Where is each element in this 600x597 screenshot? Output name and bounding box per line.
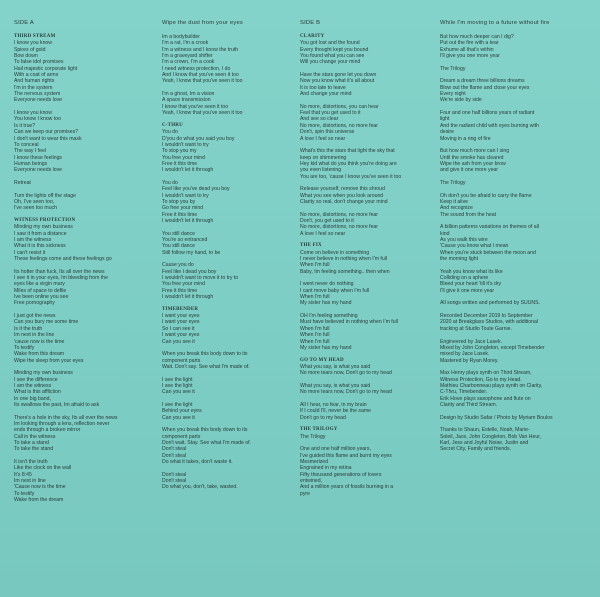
lyric-line: kind: [440, 230, 450, 237]
lyric-line: So I can see it: [162, 325, 195, 332]
lyric-line: Human beings: [14, 160, 48, 167]
lyric-line: Until the smoke has cleared: [440, 154, 504, 161]
lyric-line: When I'm full: [300, 262, 330, 269]
lyric-line: It isn't the truth: [14, 459, 48, 466]
lyric-line: To take the stand: [14, 446, 54, 453]
lyric-line: A love I feel so near: [300, 135, 346, 142]
lyric-line: desire: [440, 129, 455, 136]
lyric-line: I know these feelings: [14, 154, 63, 161]
lyric-line: And human rights: [14, 78, 55, 85]
stanza: [440, 78, 590, 103]
lyric-line: I can't resist it: [14, 249, 46, 256]
lyric-line: Mesmerized: [300, 459, 328, 466]
lyric-line: Clarity so real, don't change your mind: [300, 198, 388, 205]
lyric-line: Still follow my hand, to be: [162, 249, 221, 256]
lyric-line: I am the witness: [14, 382, 52, 389]
lyric-line: Don't go to my head: [300, 414, 346, 421]
lyric-line: Mastered by Ryan Morey.: [440, 357, 499, 364]
stanza: [14, 459, 154, 503]
lyric-line: I'm a witness and I know the truth: [162, 46, 239, 53]
lyric-line: Don't, spin this universe: [300, 129, 355, 136]
lyric-line: You still dance: [162, 230, 195, 237]
lyric-line: I wouldn't let it through: [162, 167, 214, 174]
lyric-line: I need witness protection, I do: [162, 65, 231, 72]
lyric-line: To stop you by: [162, 198, 196, 205]
lyric-line: I don't want to wear this mask: [14, 135, 82, 142]
stanza: [162, 262, 302, 300]
lyric-line: And recognize: [440, 205, 473, 212]
lyric-line: Yeah you know what its like: [440, 268, 503, 275]
lyric-line: I went never do nothing: [300, 281, 354, 288]
lyric-line: I want your eyes: [162, 313, 200, 320]
stanza: [300, 281, 440, 306]
lyric-line: All I hear, no fear, in my brain: [300, 401, 367, 408]
lyric-line: Free it this time: [162, 287, 198, 294]
lyric-line: I know that you've seen it too: [162, 103, 229, 110]
side-heading: SIDE A: [14, 20, 34, 26]
song-title: THE TRILOGY: [300, 427, 338, 433]
lyric-line: I'm a graveyard shifter: [162, 53, 213, 60]
lyric-line: Minding my own business: [14, 370, 73, 377]
lyric-line: Secret City, Family and friends.: [440, 446, 512, 453]
lyric-line: Don't wait. Stay. See what I'm made of.: [162, 440, 252, 446]
lyric-line: Im next in the line: [14, 332, 55, 339]
lyric-line: Don't steal: [162, 446, 187, 453]
lyric-line: Yeah, I know that you've seen it too: [162, 110, 243, 117]
stanza: [300, 383, 440, 396]
lyric-line: The Trilogy: [440, 65, 466, 72]
lyric-line: You do: [162, 179, 178, 186]
lyric-line: I want your eyes: [162, 332, 200, 339]
lyric-line: Mixed by John Congleton, except Timebender: [440, 344, 545, 351]
lyric-line: But how much more can I sing: [440, 148, 510, 155]
stanza: [440, 370, 590, 408]
stanza: [440, 269, 590, 294]
lyric-line: Can we keep our promises?: [14, 129, 79, 136]
lyric-line: Soleil, Jace, John Congleton, Bob Van Heur,: [440, 433, 542, 440]
lyric-line: I'm a ghost, Im a vision: [162, 91, 215, 98]
lyric-line: In one big band,: [14, 395, 51, 402]
lyric-line: Karl, Jess and Joyful Noise, Justin and: [440, 440, 529, 446]
song-block: [14, 218, 154, 262]
stanza: [300, 313, 440, 351]
lyric-line: If I could I'll, never be the same: [300, 408, 371, 415]
lyric-line: I cant move baby when I'm full: [300, 287, 369, 294]
lyric-line: Keep it alive: [440, 198, 469, 205]
lyric-line: 'Cause now is the time: [14, 484, 66, 491]
song-block: [162, 307, 302, 345]
lyric-line: I see the light: [162, 401, 193, 408]
lyric-line: The way I feel: [14, 148, 47, 155]
lyric-line: And change your mind: [300, 91, 352, 98]
lyric-line: You still dance: [162, 243, 195, 250]
lyric-line: No more, distortions, you can hear: [300, 103, 379, 110]
lyric-line: We're side by side: [440, 97, 482, 104]
lyric-line: Is it the truth: [14, 325, 43, 332]
lyric-line: It is too late to leave: [300, 84, 346, 91]
lyric-line: light: [440, 116, 450, 123]
lyric-line: Go free your mind: [162, 205, 204, 212]
lyric-line: I know you know: [14, 110, 53, 117]
lyric-line: To take a stand: [14, 440, 49, 446]
lyric-line: and give it one more year: [440, 167, 499, 174]
lyric-line: Turn the lights off the stage: [14, 192, 77, 199]
lyric-line: Hey kid what do you think you're doing are: [300, 160, 397, 167]
lyric-line: Wipe the ash from your brow: [440, 160, 506, 167]
lyric-line: Minding my own business: [14, 224, 73, 231]
lyric-line: Moving in a ring of fire: [440, 135, 491, 142]
lyric-line: Have the stars gone let you down: [300, 72, 377, 79]
lyric-line: The Trilogy: [300, 433, 326, 440]
song-block: [300, 358, 440, 377]
lyric-line: eyes like a virgin mary: [14, 281, 65, 288]
lyric-line: And see so clear: [300, 116, 339, 123]
lyric-line: I wouldn't want to move it to try to: [162, 275, 239, 282]
lyric-line: Design by Studio Safar / Photo by Myriam Boulos: [440, 414, 553, 421]
lyric-line: Miles of space to defile: [14, 287, 67, 294]
lyric-line: Engrained in my retina: [300, 465, 352, 472]
lyric-line: Ive been online you see: [14, 294, 69, 301]
lyric-line: A space transmission: [162, 97, 211, 104]
lyric-line: I'm a rat, I'm a crook: [162, 40, 209, 47]
lyric-line: pyre: [300, 490, 311, 497]
lyric-line: D'you do what you said you boy: [162, 135, 235, 142]
lyric-line: My sister has my hand: [300, 344, 352, 351]
lyric-line: To conceal: [14, 141, 39, 148]
lyric-line: the morning light: [440, 256, 479, 263]
lyric-line: Don't steal: [162, 471, 187, 478]
lyric-line: tracking at Studio Toute Garnie.: [440, 325, 512, 332]
song-title: C-THRU: [162, 122, 183, 128]
stanza: [440, 110, 590, 142]
lyric-line: Don't steal: [162, 452, 187, 459]
lyric-line: Behind your eyes: [162, 408, 202, 415]
stanza: [440, 148, 590, 173]
lyric-line: Witness Protection, Go to my Head.: [440, 376, 522, 383]
lyric-line: You free your mind: [162, 281, 205, 288]
lyric-line: To stop you my: [162, 148, 197, 155]
lyric-line: When you break this body down to its: [162, 351, 248, 358]
song-title: GO TO MY HEAD: [300, 357, 344, 363]
lyric-line: Everyone needs love: [14, 167, 63, 174]
lyric-line: You free your mind: [162, 154, 205, 161]
lyric-line: You do: [162, 129, 178, 136]
lyric-line: Retreat: [14, 179, 31, 186]
lyric-line: When you're stuck between the moon and: [440, 249, 536, 256]
lyric-line: Feel like I dead you boy: [162, 268, 217, 275]
lyric-line: And I know that you've seen it too: [162, 72, 239, 79]
lyric-line: You are too, 'cause I know you've seen it too: [300, 173, 402, 180]
lyric-line: Bow down: [14, 53, 38, 60]
lyric-line: Colliding on a sphere: [440, 275, 489, 282]
lyric-line: Now you know what it's all about: [300, 78, 375, 85]
stanza: [162, 402, 302, 421]
stanza: [440, 224, 590, 262]
stanza: [162, 377, 302, 396]
stanza: [162, 351, 302, 370]
side-heading: While I'm moving to a future without fire: [440, 20, 550, 26]
stanza: [300, 212, 440, 237]
lyric-line: I'm a crown, I'm a cook: [162, 59, 215, 66]
stanza: [14, 415, 154, 453]
lyric-line: I am the witness: [14, 237, 52, 243]
stanza: [440, 300, 590, 306]
lyric-line: Recorded December 2019 to September: [440, 313, 533, 320]
lyric-line: Is it true?: [14, 122, 36, 129]
stanza: [14, 193, 154, 212]
song-block: [300, 34, 440, 66]
stanza: [300, 148, 440, 180]
lyric-line: You found what you can see: [300, 53, 365, 60]
lyric-line: Wake from this dream: [14, 351, 65, 358]
lyric-line: Thanks to Shaun, Estelle, Noah, Marie-: [440, 427, 530, 434]
lyric-line: Release yourself, remove this shroud: [300, 186, 385, 193]
lyric-line: And the radiant child with eyes burning with: [440, 122, 539, 129]
lyric-line: Everyone needs love: [14, 97, 63, 104]
lyric-line: Erik Hove plays saxophone and flute on: [440, 395, 531, 402]
stanza: [440, 415, 590, 421]
lyric-line: What you say, is what you said: [300, 363, 371, 370]
song-block: [300, 243, 440, 275]
lyric-line: Engineered by Jace Lasek.: [440, 338, 503, 345]
lyric-line: It's 8:45: [14, 471, 32, 478]
lyric-line: I wouldn't let it through: [162, 294, 214, 301]
stanza: [300, 104, 440, 142]
lyric-line: C-Thru, Timebender.: [440, 389, 488, 396]
stanza: [440, 66, 590, 72]
lyric-line: Can you see it: [162, 414, 195, 421]
stanza: [300, 402, 440, 421]
lyric-line: No more, distortions, no more fear: [300, 211, 378, 218]
lyric-line: Yeah, I know that you've seen it too: [162, 78, 243, 85]
lyric-line: I wouldn't want to try: [162, 141, 209, 148]
lyric-line: Dream a dream three billions dreams: [440, 78, 525, 85]
lyric-line: The Trilogy: [440, 179, 466, 186]
lyric-line: I'll give you one more year: [440, 53, 500, 60]
stanza: [14, 269, 154, 307]
lyric-line: Free pornography: [14, 300, 55, 307]
lyric-line: You're so entranced: [162, 237, 208, 243]
stanza: [300, 186, 440, 205]
lyric-line: Can you see it: [162, 338, 195, 345]
lyric-line: Every thought kept you bound: [300, 46, 369, 53]
lyric-line: Feel that you get used to it: [300, 110, 361, 117]
lyric-line: Hail majestic corporate light: [14, 65, 78, 72]
lyric-line: Spires of gold: [14, 46, 46, 53]
side-heading: SIDE B: [300, 20, 321, 26]
lyric-line: 'cause now is the time: [14, 338, 65, 345]
stanza: [162, 180, 302, 224]
column-3: [300, 20, 440, 503]
lyric-line: Cause you do: [162, 262, 194, 269]
lyric-line: What it is this sickness: [14, 243, 66, 250]
lyric-line: No more, distortions, no more fear: [300, 122, 378, 129]
lyric-line: You got lost and the found: [300, 40, 360, 47]
lyric-line: Mathieu Charbonneau plays synth on Clarity,: [440, 382, 543, 389]
lyric-line: Its hotter than fuck, Its all over the news: [14, 268, 105, 275]
lyric-line: Exhume all that's within: [440, 46, 494, 53]
lyric-line: mixed by Jace Lasek.: [440, 351, 490, 358]
lyric-line: No more tears now, Don't go to my head: [300, 370, 392, 377]
lyric-line: I'm in the system: [14, 84, 53, 91]
lyric-line: I wouldn't want to try: [162, 192, 209, 199]
lyric-line: entwined,: [300, 478, 323, 485]
lyric-line: When I'm full: [300, 332, 330, 339]
lyric-line: Free it this time: [162, 160, 198, 167]
song-block: [162, 123, 302, 174]
stanza: [14, 110, 154, 173]
lyric-line: When I'm full: [300, 325, 330, 332]
lyric-line: No more, distortions, no more fear: [300, 224, 378, 231]
stanza: [162, 472, 302, 491]
lyric-line: Im a bodybuilder: [162, 34, 201, 40]
lyric-line: Wake from the dream: [14, 497, 64, 504]
stanza: [440, 34, 590, 59]
lyric-line: These feelings come and these feelings go: [14, 256, 112, 263]
lyric-line: You know I know too: [14, 116, 61, 123]
lyric-line: Wipe the sleep from your eyes: [14, 357, 84, 364]
lyric-line: 'Cause you know what I mean: [440, 243, 509, 250]
lyric-line: Must have believed in nothing when I'm full: [300, 319, 398, 326]
side-heading: Wipe the dust from your eyes: [162, 20, 243, 26]
lyric-line: I wouldn't let it through: [162, 217, 214, 224]
stanza: [14, 313, 154, 364]
lyric-line: What is this affliction: [14, 389, 61, 396]
lyric-line: Call in the witness: [14, 433, 56, 440]
stanza: [440, 313, 590, 332]
lyric-line: you even listening: [300, 167, 342, 174]
lyric-line: To testify: [14, 344, 35, 351]
lyric-line: I'll give it one more year: [440, 287, 495, 294]
lyric-line: Im looking through a lens, reflection never: [14, 420, 110, 427]
lyric-line: keep on shimmering: [300, 154, 347, 161]
lyric-line: I see the light: [162, 376, 193, 383]
lyric-line: What's this the stars that light the sky that: [300, 148, 395, 155]
song-block: [14, 34, 154, 104]
lyric-line: Free it this time: [162, 211, 198, 218]
song-title: TIMEBENDER: [162, 306, 199, 312]
lyric-line: Baby, Im feeling something.. then when: [300, 268, 390, 275]
lyric-line: I've guided this flame and burnt my eyes: [300, 452, 392, 459]
lyric-line: Do what it takes, don't waste it.: [162, 459, 233, 466]
lyric-line: And a million years of fossils burning in a: [300, 484, 394, 491]
lyric-line: Clarity and Third Stream.: [440, 401, 498, 408]
lyric-line: Bleed your heart 'till it's dry: [440, 281, 502, 288]
lyric-line: A billion patterns variations on themes of all: [440, 224, 539, 231]
stanza: [300, 446, 440, 497]
lyric-line: Don't steal: [162, 478, 187, 485]
lyric-line: Don't, you get used to it: [300, 217, 354, 224]
song-title: CLARITY: [300, 34, 325, 39]
lyric-line: Wait. Don't say. See what I'm made of.: [162, 363, 250, 370]
stanza: [300, 72, 440, 97]
lyric-line: I know you know: [14, 40, 53, 47]
lyric-line: I see it in your eyes, Im bleeding from the: [14, 275, 109, 282]
lyric-line: The nervous system: [14, 91, 61, 98]
song-title: THE FIX: [300, 243, 322, 249]
lyric-line: OH I'm feeling something: [300, 313, 358, 320]
lyric-line: To false idol promises: [14, 59, 64, 66]
lyric-line: Fifty thousand generations of lovers: [300, 471, 382, 478]
lyric-line: No more tears now, Don't go to my head: [300, 389, 392, 396]
column-4: [440, 20, 590, 459]
lyric-line: One and one half million years,: [300, 446, 371, 453]
lyric-line: The sound from the heat: [440, 211, 497, 218]
stanza: [440, 193, 590, 218]
lyric-line: As you walk this wire: [440, 237, 488, 243]
lyric-line: Every night: [440, 91, 466, 98]
song-title: WITNESS PROTECTION: [14, 217, 76, 223]
lyric-line: Do what you, don't, take, wasted.: [162, 484, 238, 491]
lyric-line: Will you change your mind: [300, 59, 361, 66]
lyric-line: But how much deeper can I dig?: [440, 34, 514, 40]
lyric-line: component parts: [162, 433, 201, 440]
stanza: [14, 180, 154, 186]
stanza: [440, 180, 590, 186]
lyric-line: When you break this body down to its: [162, 427, 248, 434]
lyric-line: Blow out the flame and close your eyes: [440, 84, 530, 91]
lyric-line: There's a hole in the sky, Its all over the news: [14, 414, 118, 421]
lyric-line: What you see when you look around: [300, 192, 384, 199]
lyric-line: To testify: [14, 490, 35, 497]
stanza: [162, 427, 302, 465]
lyric-line: All songs written and performed by SUUNS.: [440, 300, 540, 307]
lyric-line: With a coat of arms: [14, 72, 59, 79]
lyric-line: I just got the news: [14, 313, 56, 320]
song-title: THIRD STREAM: [14, 34, 56, 39]
lyric-line: Four and one half billions years of radiant: [440, 110, 535, 117]
lyric-line: When I'm full: [300, 294, 330, 301]
lyric-line: I never believe in nothing when I'm full: [300, 256, 387, 263]
lyric-line: Can you see it: [162, 389, 195, 396]
lyric-line: I've seen too much: [14, 205, 57, 212]
lyric-line: Its swallows the past, Im afraid to ask: [14, 401, 100, 408]
lyric-line: Im next in line: [14, 478, 46, 485]
lyric-line: ends through a broken mirror: [14, 427, 81, 434]
lyric-line: Put out the fire with a tear: [440, 40, 499, 47]
lyric-line: Can you bury me some time: [14, 319, 79, 326]
lyric-line: 2020 at Breakglass Studios, with additional: [440, 319, 539, 326]
lyric-line: I see the light: [162, 382, 193, 389]
lyric-line: Oh don't you be afraid to carry the flame: [440, 192, 532, 199]
lyric-line: I saw it from a distance: [14, 230, 67, 237]
lyric-line: My sister has my hand: [300, 300, 352, 307]
lyric-line: Feel like you've dead you boy: [162, 186, 230, 193]
lyric-line: When I'm full: [300, 338, 330, 345]
lyric-line: Oh, I've seen too,: [14, 198, 55, 205]
column-2: [162, 20, 302, 497]
stanza: [162, 91, 302, 116]
stanza: [440, 339, 590, 364]
stanza: [162, 34, 302, 85]
lyric-line: A love I feel so near: [300, 230, 346, 237]
song-block: [300, 427, 440, 440]
lyric-line: Max Henry plays synth on Third Stream,: [440, 370, 532, 377]
stanza: [162, 231, 302, 256]
stanza: [440, 427, 590, 452]
lyric-line: Like the clock on the wall: [14, 465, 72, 472]
lyric-line: I see the difference: [14, 376, 58, 383]
lyric-line: component parts: [162, 357, 201, 364]
lyric-line: Come on believe in something: [300, 249, 370, 256]
stanza: [14, 370, 154, 408]
lyric-line: I want your eyes: [162, 319, 200, 326]
lyric-line: What you say, is what you said: [300, 382, 371, 389]
column-1: [14, 20, 154, 510]
